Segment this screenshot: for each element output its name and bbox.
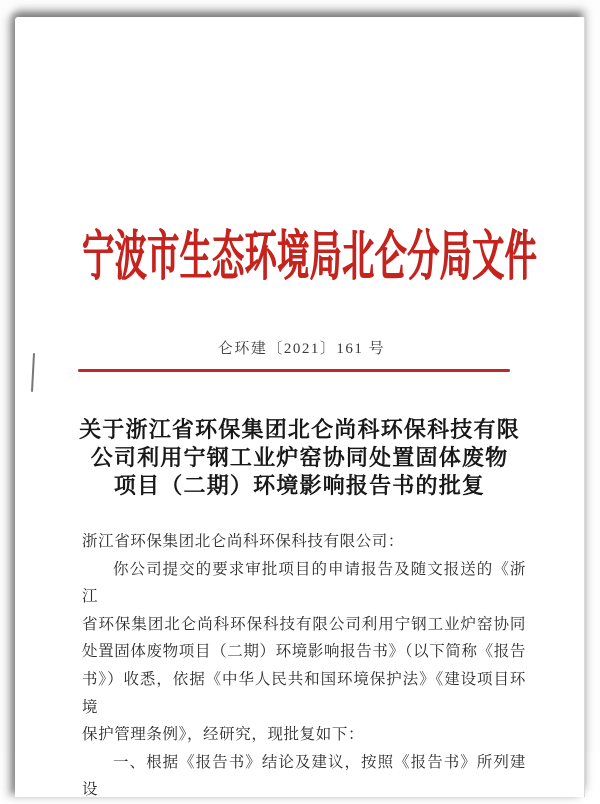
document-page: [15, 17, 585, 797]
salutation: 浙江省环保集团北仑尚科环保科技有限公司：: [82, 533, 405, 550]
agency-banner-text: 宁波市生态环境局北仑分局文件: [81, 225, 537, 287]
body-line: 你公司提交的要求审批项目的申请报告及随文报送的《浙江: [82, 560, 526, 606]
document-body: [82, 528, 526, 804]
scan-artifact-mark: [31, 353, 35, 392]
body-line: 书》）收悉，依据《中华人民共和国环境保护法》《建设项目环境: [82, 670, 526, 716]
document-number: 仑环建〔2021〕161 号: [217, 341, 386, 357]
document-title-line: 公司利用宁钢工业炉窑协同处置固体废物: [90, 445, 509, 470]
document-title: [15, 416, 584, 500]
body-line: 一、根据《报告书》结论及建议，按照《报告书》所列建设: [82, 753, 526, 799]
document-title-line: 关于浙江省环保集团北仑尚科环保科技有限: [79, 417, 520, 442]
red-divider-line: [78, 369, 510, 372]
agency-banner: [15, 224, 584, 288]
document-title-line: 项目（二期）环境影响报告书的批复: [113, 473, 486, 498]
body-line: 省环保集团北仑尚科环保科技有限公司利用宁钢工业炉窑协同: [82, 615, 526, 633]
body-line: 保护管理条例》，经研究，现批复如下：: [82, 726, 365, 744]
body-line: 处置固体废物项目（二期）环境影响报告书》（以下简称《报告: [82, 643, 526, 661]
